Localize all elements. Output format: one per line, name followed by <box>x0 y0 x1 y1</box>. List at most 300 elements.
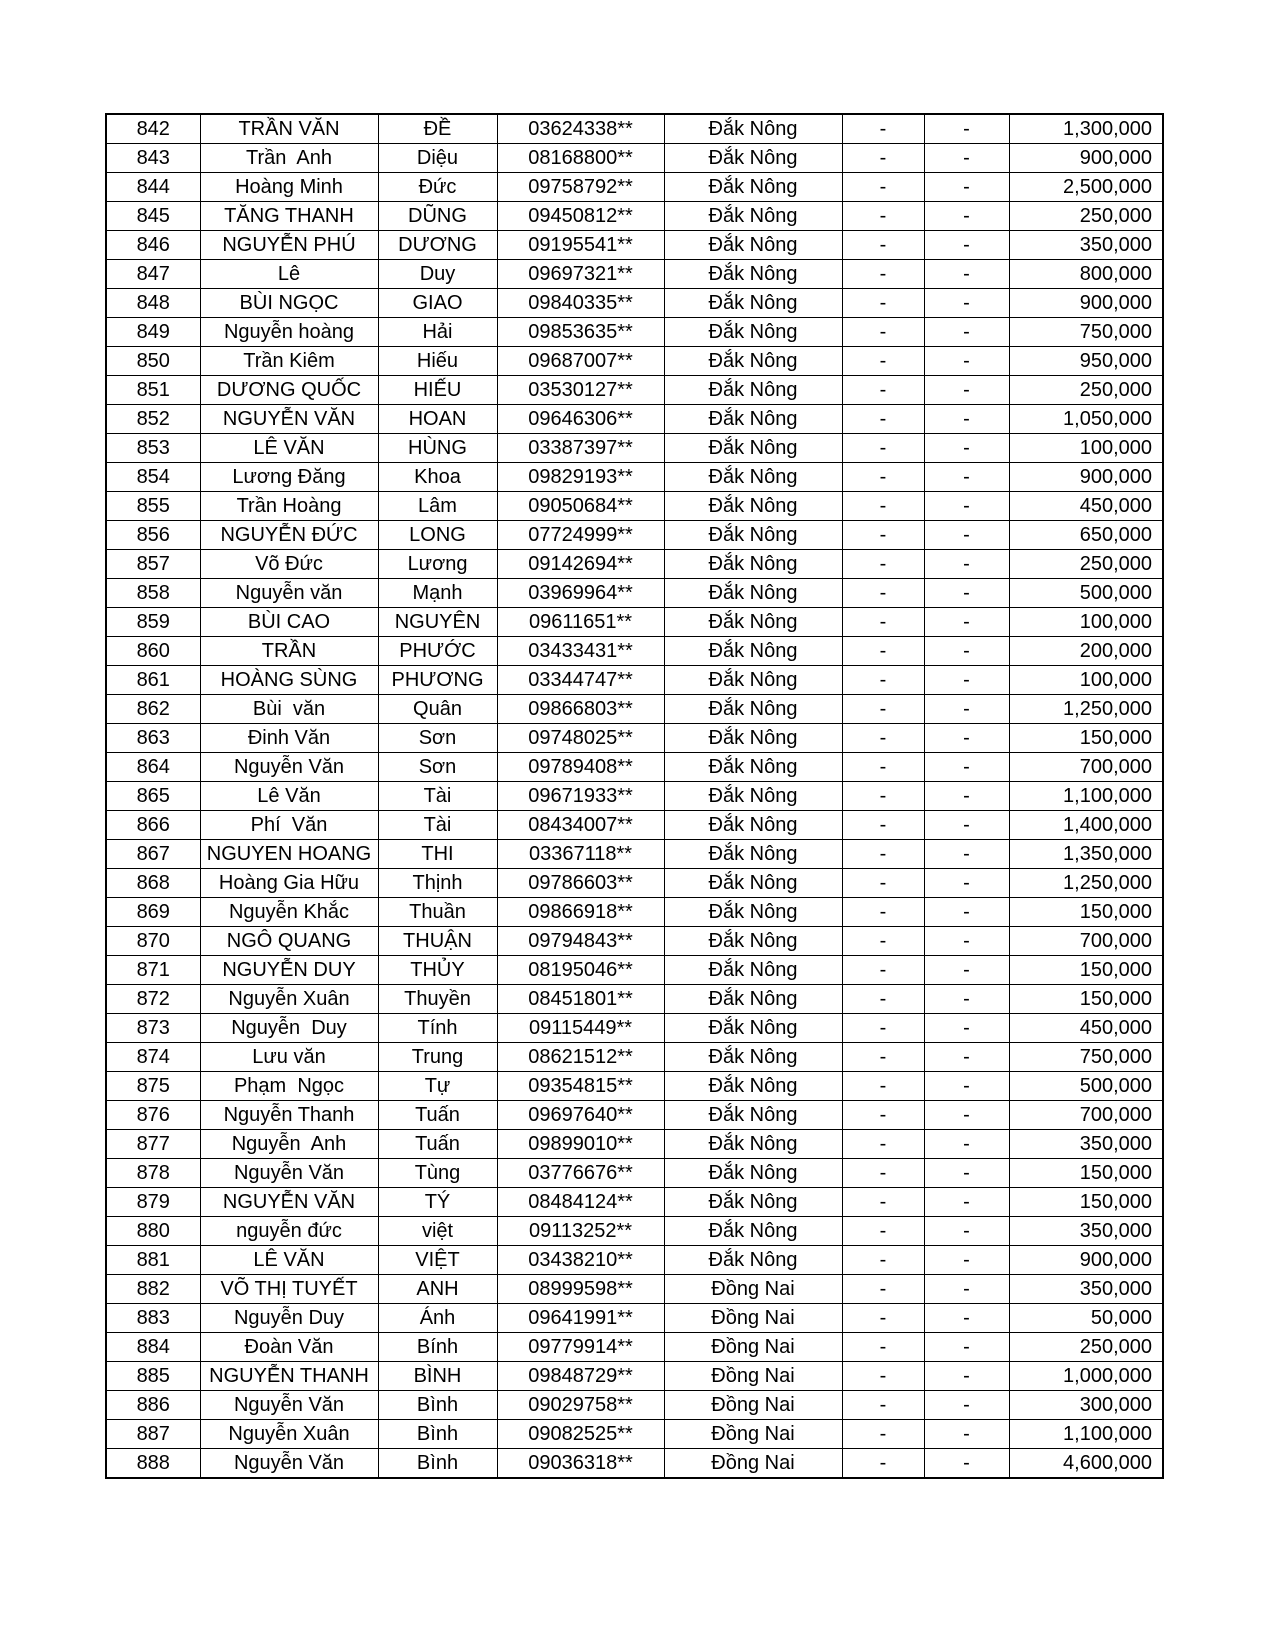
dash-cell-2: - <box>924 579 1009 608</box>
phone-cell: 09794843** <box>497 927 664 956</box>
phone-cell: 08168800** <box>497 144 664 173</box>
phone-cell: 09899010** <box>497 1130 664 1159</box>
table-row <box>106 114 1163 144</box>
surname-cell: Nguyễn Văn <box>200 753 378 782</box>
surname-cell: Nguyễn Anh <box>200 1130 378 1159</box>
phone-cell: 09029758** <box>497 1391 664 1420</box>
dash-cell-2: - <box>924 376 1009 405</box>
given-name-cell: Bình <box>378 1420 497 1449</box>
dash-cell-2: - <box>924 1275 1009 1304</box>
surname-cell: NGUYỄN THANH <box>200 1362 378 1391</box>
dash-cell-1: - <box>842 1362 924 1391</box>
index-cell: 869 <box>106 898 200 927</box>
given-name-cell: NGUYÊN <box>378 608 497 637</box>
phone-cell: 09113252** <box>497 1217 664 1246</box>
amount-cell: 1,100,000 <box>1009 782 1163 811</box>
given-name-cell: BÌNH <box>378 1362 497 1391</box>
surname-cell: Nguyễn Xuân <box>200 1420 378 1449</box>
dash-cell-1: - <box>842 1449 924 1479</box>
given-name-cell: Tài <box>378 782 497 811</box>
index-cell: 866 <box>106 811 200 840</box>
amount-cell: 150,000 <box>1009 724 1163 753</box>
table-row <box>106 869 1163 898</box>
province-cell: Đắk Nông <box>664 1246 842 1275</box>
dash-cell-2: - <box>924 724 1009 753</box>
dash-cell-2: - <box>924 144 1009 173</box>
given-name-cell: Bình <box>378 1449 497 1479</box>
province-cell: Đồng Nai <box>664 1362 842 1391</box>
surname-cell: Nguyễn Xuân <box>200 985 378 1014</box>
province-cell: Đắk Nông <box>664 144 842 173</box>
dash-cell-2: - <box>924 260 1009 289</box>
given-name-cell: LONG <box>378 521 497 550</box>
index-cell: 845 <box>106 202 200 231</box>
province-cell: Đắk Nông <box>664 811 842 840</box>
given-name-cell: Thịnh <box>378 869 497 898</box>
dash-cell-2: - <box>924 434 1009 463</box>
province-cell: Đắk Nông <box>664 318 842 347</box>
province-cell: Đắk Nông <box>664 840 842 869</box>
dash-cell-1: - <box>842 695 924 724</box>
phone-cell: 03776676** <box>497 1159 664 1188</box>
dash-cell-1: - <box>842 1333 924 1362</box>
amount-cell: 950,000 <box>1009 347 1163 376</box>
province-cell: Đắk Nông <box>664 231 842 260</box>
table-row <box>106 1130 1163 1159</box>
given-name-cell: Tuấn <box>378 1130 497 1159</box>
surname-cell: Trần Kiêm <box>200 347 378 376</box>
dash-cell-2: - <box>924 463 1009 492</box>
table-row <box>106 608 1163 637</box>
surname-cell: Đoàn Văn <box>200 1333 378 1362</box>
amount-cell: 350,000 <box>1009 1217 1163 1246</box>
amount-cell: 250,000 <box>1009 202 1163 231</box>
given-name-cell: Sơn <box>378 724 497 753</box>
phone-cell: 09829193** <box>497 463 664 492</box>
surname-cell: Nguyễn Văn <box>200 1391 378 1420</box>
dash-cell-2: - <box>924 1217 1009 1246</box>
phone-cell: 09354815** <box>497 1072 664 1101</box>
given-name-cell: Tự <box>378 1072 497 1101</box>
given-name-cell: Tùng <box>378 1159 497 1188</box>
province-cell: Đắk Nông <box>664 608 842 637</box>
amount-cell: 900,000 <box>1009 289 1163 318</box>
surname-cell: NGUYỄN VĂN <box>200 405 378 434</box>
dash-cell-1: - <box>842 434 924 463</box>
given-name-cell: việt <box>378 1217 497 1246</box>
phone-cell: 08434007** <box>497 811 664 840</box>
index-cell: 848 <box>106 289 200 318</box>
given-name-cell: Bính <box>378 1333 497 1362</box>
surname-cell: LÊ VĂN <box>200 1246 378 1275</box>
amount-cell: 100,000 <box>1009 608 1163 637</box>
amount-cell: 1,250,000 <box>1009 695 1163 724</box>
phone-cell: 03367118** <box>497 840 664 869</box>
table-row <box>106 1014 1163 1043</box>
amount-cell: 100,000 <box>1009 434 1163 463</box>
amount-cell: 150,000 <box>1009 985 1163 1014</box>
phone-cell: 09697640** <box>497 1101 664 1130</box>
given-name-cell: Duy <box>378 260 497 289</box>
phone-cell: 09611651** <box>497 608 664 637</box>
amount-cell: 900,000 <box>1009 144 1163 173</box>
surname-cell: NGUYỄN PHÚ <box>200 231 378 260</box>
dash-cell-2: - <box>924 695 1009 724</box>
index-cell: 872 <box>106 985 200 1014</box>
index-cell: 882 <box>106 1275 200 1304</box>
dash-cell-1: - <box>842 1101 924 1130</box>
index-cell: 874 <box>106 1043 200 1072</box>
dash-cell-2: - <box>924 289 1009 318</box>
phone-cell: 09641991** <box>497 1304 664 1333</box>
table-row <box>106 144 1163 173</box>
index-cell: 849 <box>106 318 200 347</box>
dash-cell-1: - <box>842 114 924 144</box>
dash-cell-2: - <box>924 1101 1009 1130</box>
table-row <box>106 1101 1163 1130</box>
dash-cell-1: - <box>842 1188 924 1217</box>
dash-cell-1: - <box>842 1130 924 1159</box>
index-cell: 876 <box>106 1101 200 1130</box>
phone-cell: 08195046** <box>497 956 664 985</box>
index-cell: 867 <box>106 840 200 869</box>
dash-cell-1: - <box>842 1391 924 1420</box>
amount-cell: 500,000 <box>1009 1072 1163 1101</box>
amount-cell: 50,000 <box>1009 1304 1163 1333</box>
index-cell: 873 <box>106 1014 200 1043</box>
phone-cell: 03969964** <box>497 579 664 608</box>
given-name-cell: Lâm <box>378 492 497 521</box>
amount-cell: 250,000 <box>1009 550 1163 579</box>
province-cell: Đắk Nông <box>664 637 842 666</box>
index-cell: 852 <box>106 405 200 434</box>
index-cell: 878 <box>106 1159 200 1188</box>
given-name-cell: Quân <box>378 695 497 724</box>
table-row <box>106 202 1163 231</box>
given-name-cell: Lương <box>378 550 497 579</box>
phone-cell: 09779914** <box>497 1333 664 1362</box>
province-cell: Đồng Nai <box>664 1391 842 1420</box>
given-name-cell: Sơn <box>378 753 497 782</box>
dash-cell-1: - <box>842 985 924 1014</box>
amount-cell: 1,000,000 <box>1009 1362 1163 1391</box>
dash-cell-1: - <box>842 1043 924 1072</box>
dash-cell-1: - <box>842 289 924 318</box>
table-row <box>106 1333 1163 1362</box>
index-cell: 888 <box>106 1449 200 1479</box>
given-name-cell: Thuần <box>378 898 497 927</box>
dash-cell-1: - <box>842 869 924 898</box>
given-name-cell: ĐỀ <box>378 114 497 144</box>
province-cell: Đắk Nông <box>664 173 842 202</box>
given-name-cell: PHƯƠNG <box>378 666 497 695</box>
surname-cell: Nguyễn văn <box>200 579 378 608</box>
surname-cell: VÕ THỊ TUYẾT <box>200 1275 378 1304</box>
table-row <box>106 347 1163 376</box>
dash-cell-1: - <box>842 376 924 405</box>
province-cell: Đồng Nai <box>664 1333 842 1362</box>
index-cell: 887 <box>106 1420 200 1449</box>
dash-cell-2: - <box>924 318 1009 347</box>
index-cell: 853 <box>106 434 200 463</box>
surname-cell: BÙI CAO <box>200 608 378 637</box>
index-cell: 870 <box>106 927 200 956</box>
table-row <box>106 927 1163 956</box>
dash-cell-2: - <box>924 1072 1009 1101</box>
surname-cell: Nguyễn Văn <box>200 1449 378 1479</box>
surname-cell: TRẦN VĂN <box>200 114 378 144</box>
surname-cell: TRẦN <box>200 637 378 666</box>
table-row <box>106 724 1163 753</box>
surname-cell: Nguyễn Duy <box>200 1304 378 1333</box>
surname-cell: Trần Anh <box>200 144 378 173</box>
amount-cell: 250,000 <box>1009 376 1163 405</box>
province-cell: Đắk Nông <box>664 869 842 898</box>
dash-cell-2: - <box>924 231 1009 260</box>
phone-cell: 09840335** <box>497 289 664 318</box>
given-name-cell: ANH <box>378 1275 497 1304</box>
surname-cell: NGUYEN HOANG <box>200 840 378 869</box>
province-cell: Đắk Nông <box>664 1217 842 1246</box>
given-name-cell: HIẾU <box>378 376 497 405</box>
surname-cell: Nguyễn Khắc <box>200 898 378 927</box>
amount-cell: 650,000 <box>1009 521 1163 550</box>
amount-cell: 350,000 <box>1009 1130 1163 1159</box>
dash-cell-1: - <box>842 840 924 869</box>
index-cell: 857 <box>106 550 200 579</box>
dash-cell-2: - <box>924 1188 1009 1217</box>
dash-cell-2: - <box>924 521 1009 550</box>
phone-cell: 07724999** <box>497 521 664 550</box>
province-cell: Đắk Nông <box>664 434 842 463</box>
province-cell: Đồng Nai <box>664 1304 842 1333</box>
dash-cell-2: - <box>924 608 1009 637</box>
table-row <box>106 1072 1163 1101</box>
dash-cell-2: - <box>924 985 1009 1014</box>
phone-cell: 09646306** <box>497 405 664 434</box>
given-name-cell: PHƯỚC <box>378 637 497 666</box>
table-row <box>106 289 1163 318</box>
amount-cell: 450,000 <box>1009 1014 1163 1043</box>
index-cell: 862 <box>106 695 200 724</box>
table-row <box>106 753 1163 782</box>
province-cell: Đắk Nông <box>664 695 842 724</box>
surname-cell: HOÀNG SÙNG <box>200 666 378 695</box>
table-row <box>106 1391 1163 1420</box>
province-cell: Đắk Nông <box>664 1159 842 1188</box>
dash-cell-1: - <box>842 1072 924 1101</box>
amount-cell: 150,000 <box>1009 1159 1163 1188</box>
given-name-cell: Hiếu <box>378 347 497 376</box>
province-cell: Đắk Nông <box>664 376 842 405</box>
surname-cell: Hoàng Minh <box>200 173 378 202</box>
index-cell: 858 <box>106 579 200 608</box>
index-cell: 885 <box>106 1362 200 1391</box>
index-cell: 864 <box>106 753 200 782</box>
given-name-cell: Tính <box>378 1014 497 1043</box>
given-name-cell: Diệu <box>378 144 497 173</box>
surname-cell: Đinh Văn <box>200 724 378 753</box>
dash-cell-1: - <box>842 231 924 260</box>
index-cell: 879 <box>106 1188 200 1217</box>
table-row <box>106 260 1163 289</box>
province-cell: Đắk Nông <box>664 956 842 985</box>
surname-cell: NGUYỄN DUY <box>200 956 378 985</box>
table-row <box>106 376 1163 405</box>
province-cell: Đắk Nông <box>664 898 842 927</box>
amount-cell: 750,000 <box>1009 1043 1163 1072</box>
given-name-cell: DƯƠNG <box>378 231 497 260</box>
index-cell: 854 <box>106 463 200 492</box>
phone-cell: 09050684** <box>497 492 664 521</box>
amount-cell: 100,000 <box>1009 666 1163 695</box>
dash-cell-2: - <box>924 550 1009 579</box>
surname-cell: Phạm Ngọc <box>200 1072 378 1101</box>
phone-cell: 03530127** <box>497 376 664 405</box>
phone-cell: 09697321** <box>497 260 664 289</box>
dash-cell-1: - <box>842 956 924 985</box>
dash-cell-1: - <box>842 550 924 579</box>
index-cell: 880 <box>106 1217 200 1246</box>
table-row <box>106 1275 1163 1304</box>
dash-cell-1: - <box>842 318 924 347</box>
index-cell: 868 <box>106 869 200 898</box>
index-cell: 865 <box>106 782 200 811</box>
index-cell: 860 <box>106 637 200 666</box>
dash-cell-2: - <box>924 114 1009 144</box>
table-row <box>106 985 1163 1014</box>
table-row <box>106 811 1163 840</box>
given-name-cell: Tài <box>378 811 497 840</box>
amount-cell: 2,500,000 <box>1009 173 1163 202</box>
phone-cell: 09115449** <box>497 1014 664 1043</box>
index-cell: 884 <box>106 1333 200 1362</box>
province-cell: Đắk Nông <box>664 927 842 956</box>
dash-cell-2: - <box>924 202 1009 231</box>
surname-cell: TĂNG THANH <box>200 202 378 231</box>
index-cell: 875 <box>106 1072 200 1101</box>
province-cell: Đắk Nông <box>664 260 842 289</box>
phone-cell: 09142694** <box>497 550 664 579</box>
index-cell: 847 <box>106 260 200 289</box>
amount-cell: 1,100,000 <box>1009 1420 1163 1449</box>
surname-cell: LÊ VĂN <box>200 434 378 463</box>
table-row <box>106 463 1163 492</box>
surname-cell: Hoàng Gia Hữu <box>200 869 378 898</box>
dash-cell-1: - <box>842 1159 924 1188</box>
phone-cell: 08621512** <box>497 1043 664 1072</box>
dash-cell-2: - <box>924 347 1009 376</box>
given-name-cell: Đức <box>378 173 497 202</box>
amount-cell: 300,000 <box>1009 1391 1163 1420</box>
province-cell: Đắk Nông <box>664 289 842 318</box>
dash-cell-1: - <box>842 405 924 434</box>
dash-cell-2: - <box>924 666 1009 695</box>
table-row <box>106 1304 1163 1333</box>
table-row <box>106 666 1163 695</box>
table-row <box>106 1362 1163 1391</box>
table-row <box>106 1246 1163 1275</box>
phone-cell: 09786603** <box>497 869 664 898</box>
province-cell: Đắk Nông <box>664 1043 842 1072</box>
table-row <box>106 231 1163 260</box>
phone-cell: 08484124** <box>497 1188 664 1217</box>
amount-cell: 750,000 <box>1009 318 1163 347</box>
province-cell: Đắk Nông <box>664 1014 842 1043</box>
surname-cell: Bùi văn <box>200 695 378 724</box>
dash-cell-1: - <box>842 173 924 202</box>
amount-cell: 200,000 <box>1009 637 1163 666</box>
phone-cell: 08999598** <box>497 1275 664 1304</box>
dash-cell-2: - <box>924 1391 1009 1420</box>
given-name-cell: THUẬN <box>378 927 497 956</box>
amount-cell: 900,000 <box>1009 463 1163 492</box>
surname-cell: Nguyễn Thanh <box>200 1101 378 1130</box>
index-cell: 842 <box>106 114 200 144</box>
dash-cell-1: - <box>842 144 924 173</box>
amount-cell: 700,000 <box>1009 1101 1163 1130</box>
phone-cell: 09758792** <box>497 173 664 202</box>
surname-cell: Nguyễn hoàng <box>200 318 378 347</box>
dash-cell-1: - <box>842 637 924 666</box>
table-row <box>106 1188 1163 1217</box>
dash-cell-1: - <box>842 782 924 811</box>
dash-cell-2: - <box>924 782 1009 811</box>
amount-cell: 700,000 <box>1009 927 1163 956</box>
phone-cell: 09195541** <box>497 231 664 260</box>
table-row <box>106 492 1163 521</box>
amount-cell: 150,000 <box>1009 1188 1163 1217</box>
amount-cell: 250,000 <box>1009 1333 1163 1362</box>
phone-cell: 03433431** <box>497 637 664 666</box>
surname-cell: Trần Hoàng <box>200 492 378 521</box>
dash-cell-2: - <box>924 840 1009 869</box>
table-row <box>106 898 1163 927</box>
surname-cell: Nguyễn Văn <box>200 1159 378 1188</box>
surname-cell: Phí Văn <box>200 811 378 840</box>
dash-cell-1: - <box>842 666 924 695</box>
amount-cell: 1,350,000 <box>1009 840 1163 869</box>
surname-cell: Lưu văn <box>200 1043 378 1072</box>
given-name-cell: Tuấn <box>378 1101 497 1130</box>
phone-cell: 09036318** <box>497 1449 664 1479</box>
table-row <box>106 550 1163 579</box>
amount-cell: 4,600,000 <box>1009 1449 1163 1479</box>
surname-cell: DƯƠNG QUỐC <box>200 376 378 405</box>
table-row <box>106 405 1163 434</box>
phone-cell: 09748025** <box>497 724 664 753</box>
province-cell: Đắk Nông <box>664 463 842 492</box>
phone-cell: 08451801** <box>497 985 664 1014</box>
phone-cell: 03438210** <box>497 1246 664 1275</box>
table-row <box>106 1217 1163 1246</box>
table-row <box>106 1449 1163 1479</box>
index-cell: 855 <box>106 492 200 521</box>
dash-cell-2: - <box>924 1246 1009 1275</box>
amount-cell: 350,000 <box>1009 231 1163 260</box>
province-cell: Đắk Nông <box>664 985 842 1014</box>
dash-cell-2: - <box>924 1159 1009 1188</box>
index-cell: 851 <box>106 376 200 405</box>
amount-cell: 150,000 <box>1009 898 1163 927</box>
table-row <box>106 1159 1163 1188</box>
province-cell: Đắk Nông <box>664 782 842 811</box>
index-cell: 881 <box>106 1246 200 1275</box>
dash-cell-1: - <box>842 898 924 927</box>
dash-cell-1: - <box>842 579 924 608</box>
dash-cell-1: - <box>842 1304 924 1333</box>
dash-cell-1: - <box>842 347 924 376</box>
